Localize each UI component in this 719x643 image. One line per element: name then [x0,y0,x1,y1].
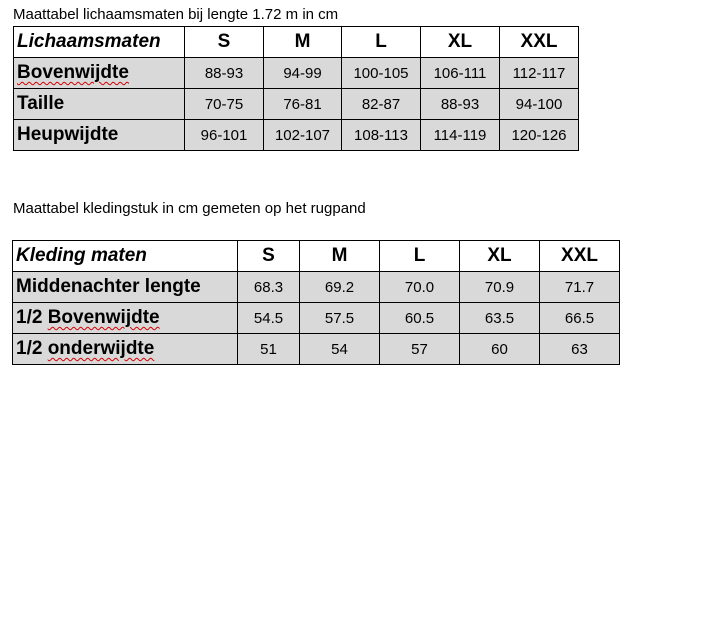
row-label-cell [14,58,185,89]
table-cell: 57 [380,334,460,365]
header-cell: XXL [540,241,620,272]
table-cell: 70-75 [185,89,264,120]
table-cell: 76-81 [264,89,342,120]
table-cell: 88-93 [185,58,264,89]
row-label-prefix: 1/2 [16,338,48,359]
table-cell: 114-119 [421,120,500,151]
table-cell: 94-100 [500,89,579,120]
table-cell: 68.3 [238,272,300,303]
table-cell: 70.9 [460,272,540,303]
table-cell: 54.5 [238,303,300,334]
row-label: Taille [17,93,65,114]
header-cell: XL [460,241,540,272]
garment-measurements-table [12,240,620,365]
table-cell: 63.5 [460,303,540,334]
table-row [13,272,620,303]
table-cell: 82-87 [342,89,421,120]
table-header-row [14,27,579,58]
table-cell: 106-111 [421,58,500,89]
row-label-cell [13,272,238,303]
header-cell: S [185,27,264,58]
row-label-cell [14,89,185,120]
table-row [13,303,620,334]
table-cell: 120-126 [500,120,579,151]
header-cell: M [264,27,342,58]
row-label-prefix: 1/2 [16,307,48,328]
table-cell: 94-99 [264,58,342,89]
row-label: Middenachter lengte [16,276,201,297]
body-table-caption: Maattabel lichaamsmaten bij lengte 1.72 m in cm [13,6,339,23]
table-cell: 70.0 [380,272,460,303]
header-cell: L [342,27,421,58]
table-row [13,334,620,365]
row-label: Bovenwijdte [47,307,160,328]
table-row [14,89,579,120]
header-cell: Lichaamsmaten [14,27,185,58]
table-cell: 69.2 [300,272,380,303]
table-cell: 63 [540,334,620,365]
row-label-cell [13,334,238,365]
row-label: Heupwijdte [17,124,119,145]
header-cell: Kleding maten [13,241,238,272]
header-cell: S [238,241,300,272]
body-measurements-table [13,26,579,151]
table-cell: 88-93 [421,89,500,120]
table-cell: 51 [238,334,300,365]
table-cell: 57.5 [300,303,380,334]
table-cell: 112-117 [500,58,579,89]
table-cell: 60.5 [380,303,460,334]
header-cell: XL [421,27,500,58]
garment-table-caption: Maattabel kledingstuk in cm gemeten op het rugpand [13,200,366,217]
table-cell: 108-113 [342,120,421,151]
row-label: Bovenwijdte [17,62,129,83]
table-cell: 96-101 [185,120,264,151]
table-cell: 71.7 [540,272,620,303]
table-row [14,58,579,89]
table-header-row [13,241,620,272]
row-label: onderwijdte [47,338,155,359]
row-label-cell [13,303,238,334]
header-cell: M [300,241,380,272]
header-cell: XXL [500,27,579,58]
table-cell: 54 [300,334,380,365]
header-cell: L [380,241,460,272]
table-cell: 100-105 [342,58,421,89]
row-label-cell [14,120,185,151]
table-cell: 102-107 [264,120,342,151]
table-row [14,120,579,151]
table-cell: 66.5 [540,303,620,334]
table-cell: 60 [460,334,540,365]
